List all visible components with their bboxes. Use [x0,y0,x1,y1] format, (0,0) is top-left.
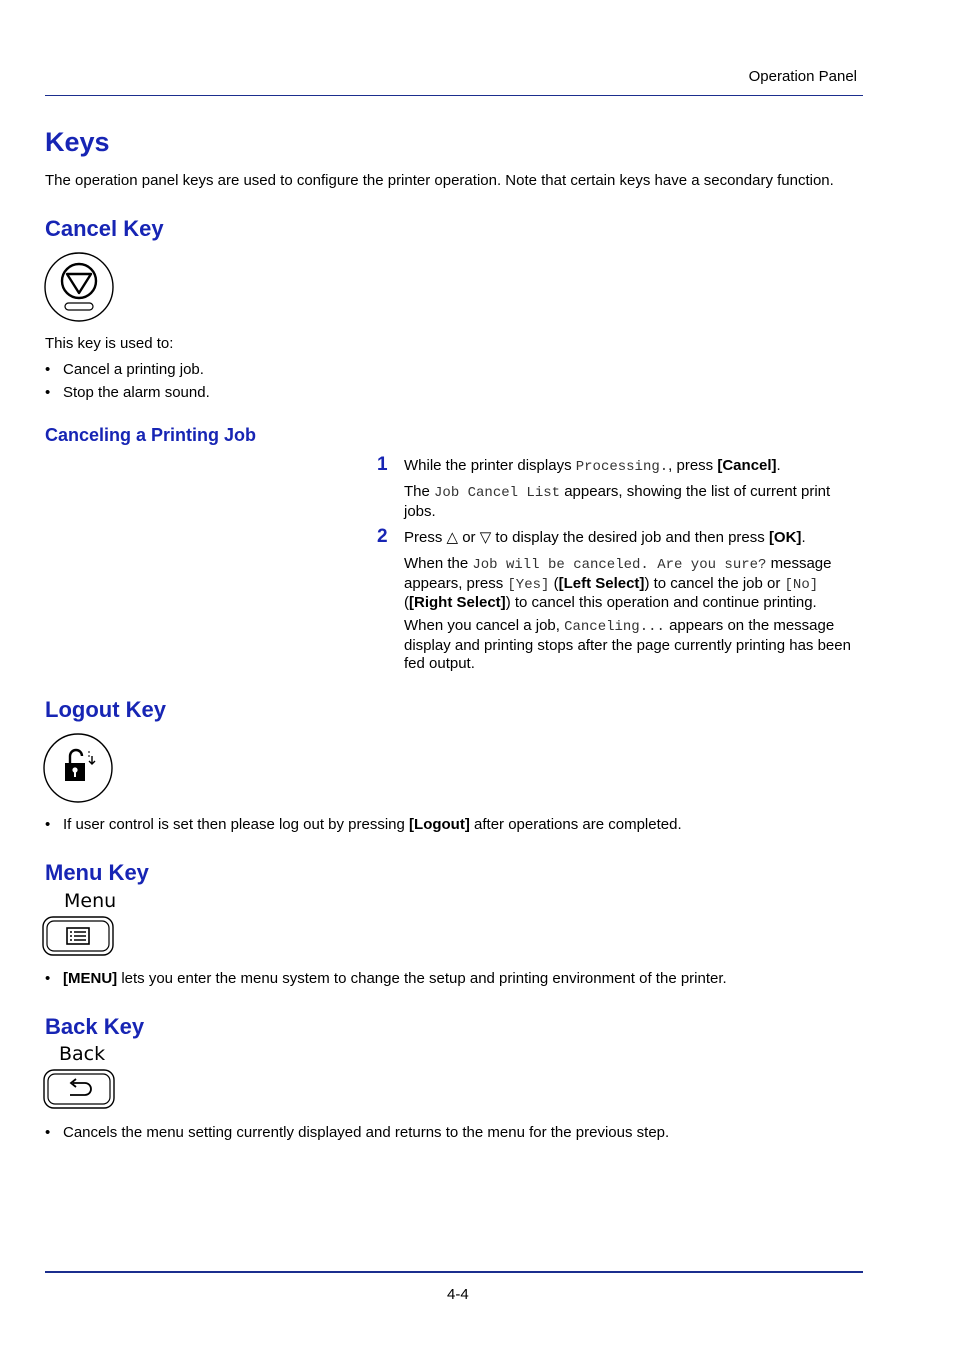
display-message: Canceling... [564,619,665,635]
menu-list-icon [42,916,114,961]
text: ) to cancel the job or [644,574,785,592]
menu-key-heading: Menu Key [45,860,149,885]
display-message: [No] [784,576,819,593]
display-message: Job will be canceled. Are you sure? [472,557,767,573]
step-2-note-confirm [404,555,862,613]
text: message appears, press [404,555,832,592]
list-item-text: Cancels the menu setting currently displayed and returns to the menu for the previous step. [63,1124,670,1141]
back-arrow-icon [43,1069,115,1114]
menu-key-label: Menu [64,890,117,912]
display-message: Job Cancel List [434,485,561,501]
text: appears on the message display and printing stops after the page currently printing has been fed output. [404,617,851,672]
text: The [404,483,435,500]
text: , press [668,457,718,474]
bullet-glyph: • [45,361,51,378]
key-name: [MENU] [63,970,118,987]
text: If user control is set then please log out by pressing [63,816,410,833]
header-rule [45,95,863,96]
back-key-heading: Back Key [45,1014,145,1039]
key-name: [Logout] [409,816,470,833]
key-name: [OK] [768,529,802,546]
footer-rule [45,1271,863,1273]
step-1-note [404,483,854,521]
logout-key-heading: Logout Key [45,697,166,722]
step-1-text [404,457,864,477]
bullet-glyph: • [45,384,51,401]
step-number: 2 [377,526,388,547]
text: after operations are completed. [469,816,682,833]
key-name: [Right Select] [409,594,506,611]
logout-lock-icon [42,732,114,809]
text: appears, showing the list of current print jobs. [404,483,831,520]
text: . [776,457,781,474]
text: When the [404,555,473,572]
cancel-lead: This key is used to: [45,335,174,352]
text: When you cancel a job, [404,617,565,634]
list-item-text [63,970,727,988]
page-number: 4-4 [447,1286,469,1303]
list-item-text: Stop the alarm sound. [63,384,210,401]
page-title: Keys [45,127,110,157]
running-header: Operation Panel [748,68,857,85]
list-item-text [63,816,682,834]
display-message: [Yes] [507,576,550,593]
text: ( [549,574,559,592]
text: While the printer displays [404,457,576,474]
step-2-note-canceling [404,617,862,674]
back-key-label: Back [59,1043,106,1065]
key-name: [Left Select] [558,574,645,592]
list-item-text: Cancel a printing job. [63,361,204,378]
display-message: Processing. [575,459,669,475]
bullet-glyph: • [45,1124,51,1141]
step-number: 1 [377,454,388,475]
text: Press △ or ▽ to display the desired job and then press [404,529,769,546]
bullet-glyph: • [45,816,51,833]
text: lets you enter the menu system to change the setup and printing environment of the printer. [117,970,727,987]
step-2-text [404,529,864,548]
key-name: [Cancel] [717,457,777,474]
bullet-glyph: • [45,970,51,987]
cancel-key-heading: Cancel Key [45,216,164,241]
text: ) to cancel this operation and continue printing. [505,594,817,611]
canceling-job-subheading: Canceling a Printing Job [45,425,257,445]
text: . [801,529,806,546]
text: ( [404,594,409,611]
cancel-stop-icon [43,251,115,328]
intro-paragraph: The operation panel keys are used to configure the printer operation. Note that certain keys have a secondary function. [45,172,834,189]
